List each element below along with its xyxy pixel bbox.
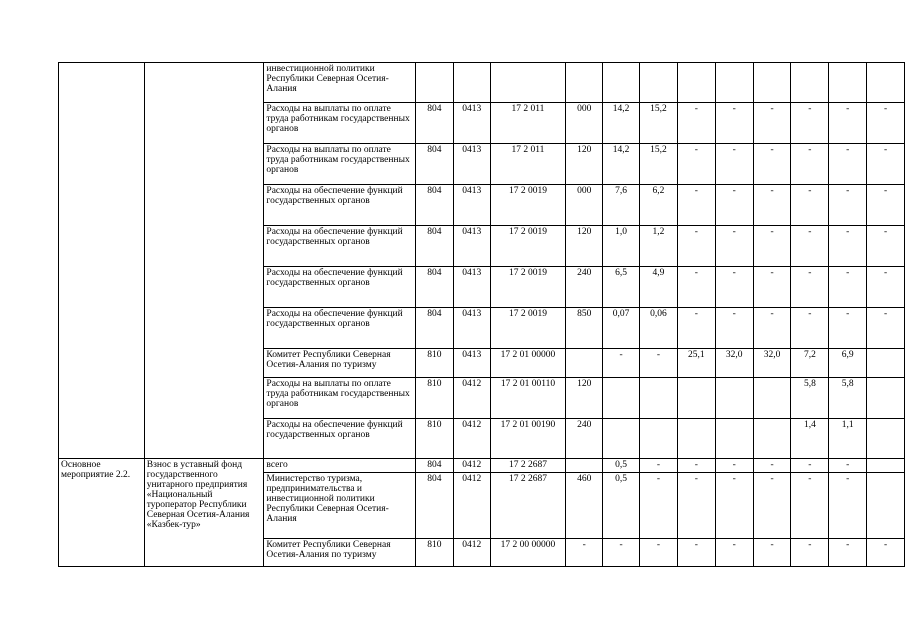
value-cell: - — [715, 473, 753, 539]
name-cell: Расходы на обеспечение функций государственных органов — [264, 267, 416, 308]
value-cell: 6,5 — [603, 267, 640, 308]
value-cell: 15,2 — [640, 103, 678, 144]
value-cell: - — [753, 103, 791, 144]
csr-cell: 17 2 011 — [490, 103, 566, 144]
name-cell: Комитет Республики Северная Осетия-Алания по туризму — [264, 539, 416, 567]
value-cell: - — [829, 267, 867, 308]
value-cell: - — [791, 185, 829, 226]
vr-cell: 120 — [566, 226, 603, 267]
value-cell: - — [677, 308, 715, 349]
value-cell: 0,06 — [640, 308, 678, 349]
grbs-cell: 810 — [415, 349, 453, 378]
vr-cell — [566, 349, 603, 378]
value-cell: - — [640, 473, 678, 539]
value-cell: - — [677, 226, 715, 267]
value-cell: - — [791, 226, 829, 267]
value-cell: 1,4 — [791, 419, 829, 459]
value-cell: - — [715, 144, 753, 185]
name-cell: всего — [264, 459, 416, 473]
value-cell: - — [829, 103, 867, 144]
value-cell: - — [715, 103, 753, 144]
value-cell — [867, 419, 905, 459]
value-cell: - — [791, 267, 829, 308]
vr-cell: - — [566, 539, 603, 567]
value-cell: - — [753, 226, 791, 267]
csr-cell: 17 2 2687 — [490, 459, 566, 473]
value-cell: - — [715, 459, 753, 473]
value-cell: - — [829, 308, 867, 349]
csr-cell: 17 2 01 00110 — [490, 378, 566, 419]
rz-pr-cell: 0413 — [453, 103, 490, 144]
value-cell: - — [791, 473, 829, 539]
value-cell: 5,8 — [791, 378, 829, 419]
value-cell: - — [677, 144, 715, 185]
value-cell: - — [867, 226, 905, 267]
value-cell: - — [715, 226, 753, 267]
value-cell: - — [677, 185, 715, 226]
value-cell: - — [829, 459, 867, 473]
value-cell — [603, 419, 640, 459]
name-cell: Расходы на выплаты по оплате труда работникам государственных органов — [264, 378, 416, 419]
value-cell: 4,9 — [640, 267, 678, 308]
csr-cell: 17 2 01 00190 — [490, 419, 566, 459]
value-cell: - — [677, 103, 715, 144]
measure-cell: Основное мероприятие 2.2. — [59, 459, 145, 567]
csr-cell: 17 2 2687 — [490, 473, 566, 539]
description-cell: Взнос в уставный фонд государственного унитарного предприятия «Национальный туроператор Республики Северная Осетия-Алания «Казбек-тур» — [144, 459, 264, 567]
csr-cell: 17 2 011 — [490, 144, 566, 185]
value-cell — [829, 63, 867, 103]
vr-cell — [566, 63, 603, 103]
value-cell: 5,8 — [829, 378, 867, 419]
rz-pr-cell: 0412 — [453, 473, 490, 539]
grbs-cell: 804 — [415, 103, 453, 144]
csr-cell — [490, 63, 566, 103]
value-cell: - — [677, 459, 715, 473]
name-cell: Министерство туризма, предпринимательства и инвестиционной политики Республики Северная Осетия-Алания — [264, 473, 416, 539]
value-cell: 0,07 — [603, 308, 640, 349]
rz-pr-cell: 0413 — [453, 267, 490, 308]
value-cell: - — [640, 349, 678, 378]
value-cell: - — [715, 185, 753, 226]
value-cell: - — [753, 459, 791, 473]
grbs-cell: 804 — [415, 459, 453, 473]
value-cell: - — [791, 308, 829, 349]
value-cell — [753, 378, 791, 419]
grbs-cell: 804 — [415, 226, 453, 267]
rz-pr-cell: 0412 — [453, 378, 490, 419]
value-cell — [753, 419, 791, 459]
name-cell: Расходы на обеспечение функций государственных органов — [264, 226, 416, 267]
rz-pr-cell: 0413 — [453, 308, 490, 349]
rz-pr-cell: 0412 — [453, 459, 490, 473]
vr-cell: 000 — [566, 103, 603, 144]
grbs-cell: 804 — [415, 308, 453, 349]
name-cell: Расходы на обеспечение функций государственных органов — [264, 308, 416, 349]
vr-cell: 120 — [566, 144, 603, 185]
value-cell: 1,2 — [640, 226, 678, 267]
value-cell: - — [791, 103, 829, 144]
value-cell — [867, 459, 905, 473]
value-cell: 32,0 — [753, 349, 791, 378]
value-cell — [867, 63, 905, 103]
value-cell: - — [753, 185, 791, 226]
value-cell: - — [715, 267, 753, 308]
value-cell — [640, 63, 678, 103]
value-cell: - — [603, 539, 640, 567]
value-cell: - — [829, 185, 867, 226]
name-cell: Расходы на обеспечение функций государственных органов — [264, 185, 416, 226]
value-cell: - — [791, 539, 829, 567]
value-cell: - — [867, 144, 905, 185]
vr-cell: 240 — [566, 419, 603, 459]
value-cell — [640, 378, 678, 419]
grbs-cell: 804 — [415, 473, 453, 539]
value-cell: 6,2 — [640, 185, 678, 226]
value-cell: 7,6 — [603, 185, 640, 226]
value-cell — [677, 378, 715, 419]
budget-table — [58, 62, 905, 567]
grbs-cell: 804 — [415, 267, 453, 308]
value-cell: - — [640, 459, 678, 473]
value-cell: - — [677, 539, 715, 567]
value-cell: - — [867, 308, 905, 349]
value-cell: - — [829, 144, 867, 185]
value-cell: - — [715, 308, 753, 349]
grbs-cell: 810 — [415, 378, 453, 419]
value-cell: - — [753, 308, 791, 349]
value-cell: 14,2 — [603, 103, 640, 144]
grbs-cell: 804 — [415, 185, 453, 226]
value-cell — [677, 63, 715, 103]
value-cell: - — [867, 185, 905, 226]
rz-pr-cell: 0412 — [453, 419, 490, 459]
description-cell — [144, 63, 264, 459]
value-cell: 14,2 — [603, 144, 640, 185]
value-cell — [715, 419, 753, 459]
value-cell: 0,5 — [603, 459, 640, 473]
value-cell — [753, 63, 791, 103]
vr-cell: 240 — [566, 267, 603, 308]
name-cell: Расходы на выплаты по оплате труда работникам государственных органов — [264, 144, 416, 185]
grbs-cell: 810 — [415, 419, 453, 459]
table-row — [59, 63, 905, 103]
value-cell: - — [640, 539, 678, 567]
rz-pr-cell: 0413 — [453, 349, 490, 378]
value-cell: - — [829, 473, 867, 539]
value-cell: - — [829, 539, 867, 567]
value-cell: - — [867, 103, 905, 144]
value-cell: 1,1 — [829, 419, 867, 459]
value-cell — [677, 419, 715, 459]
name-cell: Расходы на обеспечение функций государственных органов — [264, 419, 416, 459]
value-cell: - — [791, 459, 829, 473]
csr-cell: 17 2 0019 — [490, 185, 566, 226]
value-cell — [603, 378, 640, 419]
csr-cell: 17 2 00 00000 — [490, 539, 566, 567]
name-cell: инвестиционной политики Республики Северная Осетия-Алания — [264, 63, 416, 103]
value-cell: - — [753, 539, 791, 567]
value-cell: - — [715, 539, 753, 567]
measure-cell — [59, 63, 145, 459]
name-cell: Комитет Республики Северная Осетия-Алания по туризму — [264, 349, 416, 378]
rz-pr-cell — [453, 63, 490, 103]
value-cell — [715, 378, 753, 419]
vr-cell: 850 — [566, 308, 603, 349]
table-row — [59, 459, 905, 473]
value-cell — [867, 349, 905, 378]
value-cell: - — [829, 226, 867, 267]
value-cell: 1,0 — [603, 226, 640, 267]
csr-cell: 17 2 0019 — [490, 226, 566, 267]
rz-pr-cell: 0412 — [453, 539, 490, 567]
value-cell: - — [677, 473, 715, 539]
value-cell: - — [867, 267, 905, 308]
rz-pr-cell: 0413 — [453, 144, 490, 185]
value-cell: - — [867, 539, 905, 567]
vr-cell: 000 — [566, 185, 603, 226]
csr-cell: 17 2 01 00000 — [490, 349, 566, 378]
grbs-cell: 810 — [415, 539, 453, 567]
vr-cell: 460 — [566, 473, 603, 539]
value-cell: 32,0 — [715, 349, 753, 378]
value-cell: 7,2 — [791, 349, 829, 378]
value-cell: 25,1 — [677, 349, 715, 378]
value-cell: - — [677, 267, 715, 308]
value-cell — [603, 63, 640, 103]
value-cell — [867, 473, 905, 539]
value-cell: - — [603, 349, 640, 378]
value-cell: - — [753, 473, 791, 539]
rz-pr-cell: 0413 — [453, 185, 490, 226]
name-cell: Расходы на выплаты по оплате труда работникам государственных органов — [264, 103, 416, 144]
vr-cell — [566, 459, 603, 473]
value-cell: - — [791, 144, 829, 185]
value-cell: - — [753, 267, 791, 308]
rz-pr-cell: 0413 — [453, 226, 490, 267]
csr-cell: 17 2 0019 — [490, 308, 566, 349]
value-cell: 6,9 — [829, 349, 867, 378]
value-cell — [640, 419, 678, 459]
value-cell: - — [753, 144, 791, 185]
value-cell — [867, 378, 905, 419]
grbs-cell: 804 — [415, 144, 453, 185]
value-cell: 15,2 — [640, 144, 678, 185]
value-cell: 0,5 — [603, 473, 640, 539]
csr-cell: 17 2 0019 — [490, 267, 566, 308]
value-cell — [791, 63, 829, 103]
value-cell — [715, 63, 753, 103]
vr-cell: 120 — [566, 378, 603, 419]
grbs-cell — [415, 63, 453, 103]
